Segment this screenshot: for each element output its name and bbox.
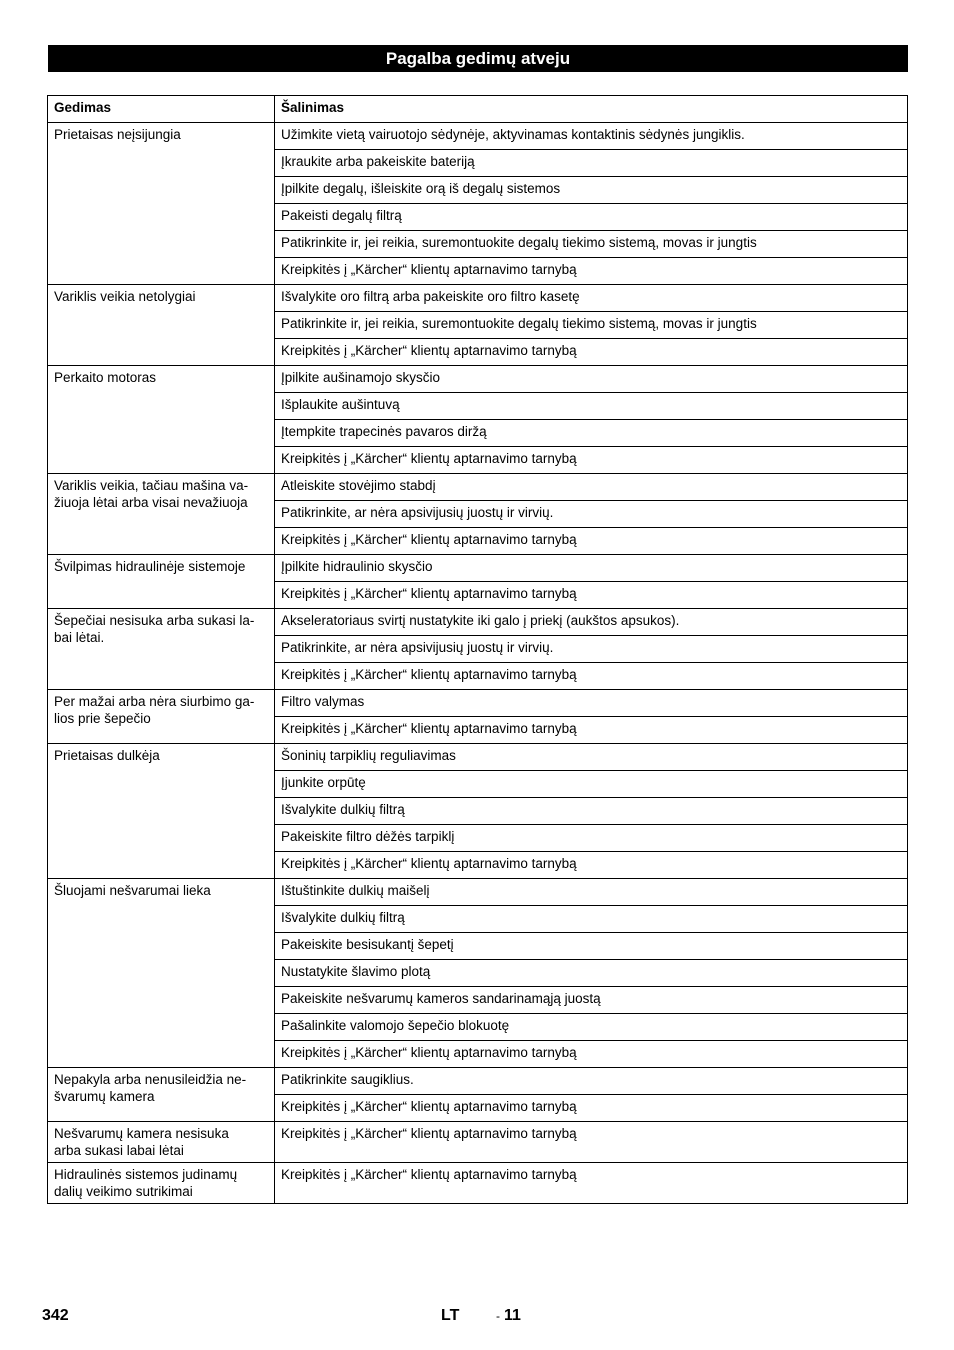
table-row bbox=[48, 123, 908, 150]
remedy-cell: Kreipkitės į „Kärcher“ klientų aptarnavimo tarnybą bbox=[275, 663, 908, 690]
remedy-cell: Pakeisti degalų filtrą bbox=[275, 204, 908, 231]
header-fault: Gedimas bbox=[48, 96, 275, 123]
remedy-cell: Kreipkitės į „Kärcher“ klientų aptarnavimo tarnybą bbox=[275, 447, 908, 474]
table-row bbox=[48, 690, 908, 717]
remedy-cell: Įtempkite trapecinės pavaros diržą bbox=[275, 420, 908, 447]
remedy-cell: Išplaukite aušintuvą bbox=[275, 393, 908, 420]
remedy-cell: Įkraukite arba pakeiskite bateriją bbox=[275, 150, 908, 177]
remedy-cell: Įpilkite aušinamojo skysčio bbox=[275, 366, 908, 393]
remedy-cell: Kreipkitės į „Kärcher“ klientų aptarnavimo tarnybą bbox=[275, 582, 908, 609]
remedy-cell: Atleiskite stovėjimo stabdį bbox=[275, 474, 908, 501]
remedy-cell: Kreipkitės į „Kärcher“ klientų aptarnavimo tarnybą bbox=[275, 339, 908, 366]
fault-line: Nešvarumų kamera nesisuka bbox=[54, 1126, 229, 1141]
fault-line: Šepečiai nesisuka arba sukasi la- bbox=[54, 613, 255, 628]
table-row bbox=[48, 285, 908, 312]
remedy-cell: Kreipkitės į „Kärcher“ klientų aptarnavimo tarnybą bbox=[275, 1122, 908, 1163]
remedy-cell: Kreipkitės į „Kärcher“ klientų aptarnavimo tarnybą bbox=[275, 528, 908, 555]
remedy-cell: Patikrinkite ir, jei reikia, suremontuokite degalų tiekimo sistemą, movas ir jungtis bbox=[275, 312, 908, 339]
fault-cell: Variklis veikia netolygiai bbox=[48, 285, 275, 366]
header-remedy: Šalinimas bbox=[275, 96, 908, 123]
remedy-cell: Kreipkitės į „Kärcher“ klientų aptarnavimo tarnybą bbox=[275, 852, 908, 879]
table-header-row bbox=[48, 96, 908, 123]
table-body bbox=[48, 123, 908, 1204]
fault-line: švarumų kamera bbox=[54, 1089, 155, 1104]
remedy-cell: Kreipkitės į „Kärcher“ klientų aptarnavimo tarnybą bbox=[275, 717, 908, 744]
footer-dash: - bbox=[496, 1309, 500, 1323]
remedy-cell: Įpilkite degalų, išleiskite orą iš degalų sistemos bbox=[275, 177, 908, 204]
section-page-number: 11 bbox=[504, 1307, 521, 1324]
table-row bbox=[48, 1122, 908, 1163]
troubleshooting-table bbox=[47, 95, 908, 1204]
remedy-cell: Nustatykite šlavimo plotą bbox=[275, 960, 908, 987]
section-page bbox=[496, 1307, 521, 1325]
fault-line: lios prie šepečio bbox=[54, 711, 151, 726]
remedy-cell: Kreipkitės į „Kärcher“ klientų aptarnavimo tarnybą bbox=[275, 1041, 908, 1068]
table-row bbox=[48, 1068, 908, 1095]
language-code: LT bbox=[441, 1307, 460, 1324]
remedy-cell: Išvalykite dulkių filtrą bbox=[275, 798, 908, 825]
remedy-cell: Ištuštinkite dulkių maišelį bbox=[275, 879, 908, 906]
table-row bbox=[48, 879, 908, 906]
remedy-cell: Pašalinkite valomojo šepečio blokuotę bbox=[275, 1014, 908, 1041]
fault-cell: Prietaisas dulkėja bbox=[48, 744, 275, 879]
remedy-cell: Kreipkitės į „Kärcher“ klientų aptarnavimo tarnybą bbox=[275, 1095, 908, 1122]
fault-cell: Prietaisas neįsijungia bbox=[48, 123, 275, 285]
fault-cell bbox=[48, 1068, 275, 1122]
fault-cell: Švilpimas hidraulinėje sistemoje bbox=[48, 555, 275, 609]
remedy-cell: Pakeiskite filtro dėžės tarpiklį bbox=[275, 825, 908, 852]
remedy-cell: Patikrinkite, ar nėra apsivijusių juostų ir virvių. bbox=[275, 501, 908, 528]
remedy-cell: Filtro valymas bbox=[275, 690, 908, 717]
remedy-cell: Išvalykite oro filtrą arba pakeiskite oro filtro kasetę bbox=[275, 285, 908, 312]
remedy-cell: Kreipkitės į „Kärcher“ klientų aptarnavimo tarnybą bbox=[275, 258, 908, 285]
remedy-cell: Išvalykite dulkių filtrą bbox=[275, 906, 908, 933]
page-title: Pagalba gedimų atveju bbox=[48, 45, 908, 72]
remedy-cell: Patikrinkite, ar nėra apsivijusių juostų ir virvių. bbox=[275, 636, 908, 663]
fault-line: Nepakyla arba nenusileidžia ne- bbox=[54, 1072, 247, 1087]
fault-line: bai lėtai. bbox=[54, 630, 105, 645]
remedy-cell: Įjunkite orpūtę bbox=[275, 771, 908, 798]
remedy-cell: Pakeiskite besisukantį šepetį bbox=[275, 933, 908, 960]
table-row bbox=[48, 474, 908, 501]
fault-cell bbox=[48, 609, 275, 690]
remedy-cell: Užimkite vietą vairuotojo sėdynėje, aktyvinamas kontaktinis sėdynės jungiklis. bbox=[275, 123, 908, 150]
fault-line: Hidraulinės sistemos judinamų bbox=[54, 1167, 238, 1182]
fault-cell: Perkaito motoras bbox=[48, 366, 275, 474]
remedy-cell: Patikrinkite ir, jei reikia, suremontuokite degalų tiekimo sistemą, movas ir jungtis bbox=[275, 231, 908, 258]
table-row bbox=[48, 555, 908, 582]
remedy-cell: Įpilkite hidraulinio skysčio bbox=[275, 555, 908, 582]
table-row bbox=[48, 366, 908, 393]
fault-cell bbox=[48, 690, 275, 744]
fault-cell bbox=[48, 1163, 275, 1204]
page-number: 342 bbox=[42, 1307, 69, 1324]
fault-line: dalių veikimo sutrikimai bbox=[54, 1184, 193, 1199]
table-row bbox=[48, 1163, 908, 1204]
table-row bbox=[48, 744, 908, 771]
remedy-cell: Akseleratoriaus svirtį nustatykite iki galo į priekį (aukštos apsukos). bbox=[275, 609, 908, 636]
table-row bbox=[48, 609, 908, 636]
fault-line: arba sukasi labai lėtai bbox=[54, 1143, 184, 1158]
fault-cell: Šluojami nešvarumai lieka bbox=[48, 879, 275, 1068]
fault-cell bbox=[48, 474, 275, 555]
fault-cell bbox=[48, 1122, 275, 1163]
fault-line: žiuoja lėtai arba visai nevažiuoja bbox=[54, 495, 248, 510]
fault-line: Variklis veikia, tačiau mašina va- bbox=[54, 478, 249, 493]
remedy-cell: Šoninių tarpiklių reguliavimas bbox=[275, 744, 908, 771]
remedy-cell: Kreipkitės į „Kärcher“ klientų aptarnavimo tarnybą bbox=[275, 1163, 908, 1204]
remedy-cell: Patikrinkite saugiklius. bbox=[275, 1068, 908, 1095]
remedy-cell: Pakeiskite nešvarumų kameros sandarinamąją juostą bbox=[275, 987, 908, 1014]
fault-line: Per mažai arba nėra siurbimo ga- bbox=[54, 694, 255, 709]
